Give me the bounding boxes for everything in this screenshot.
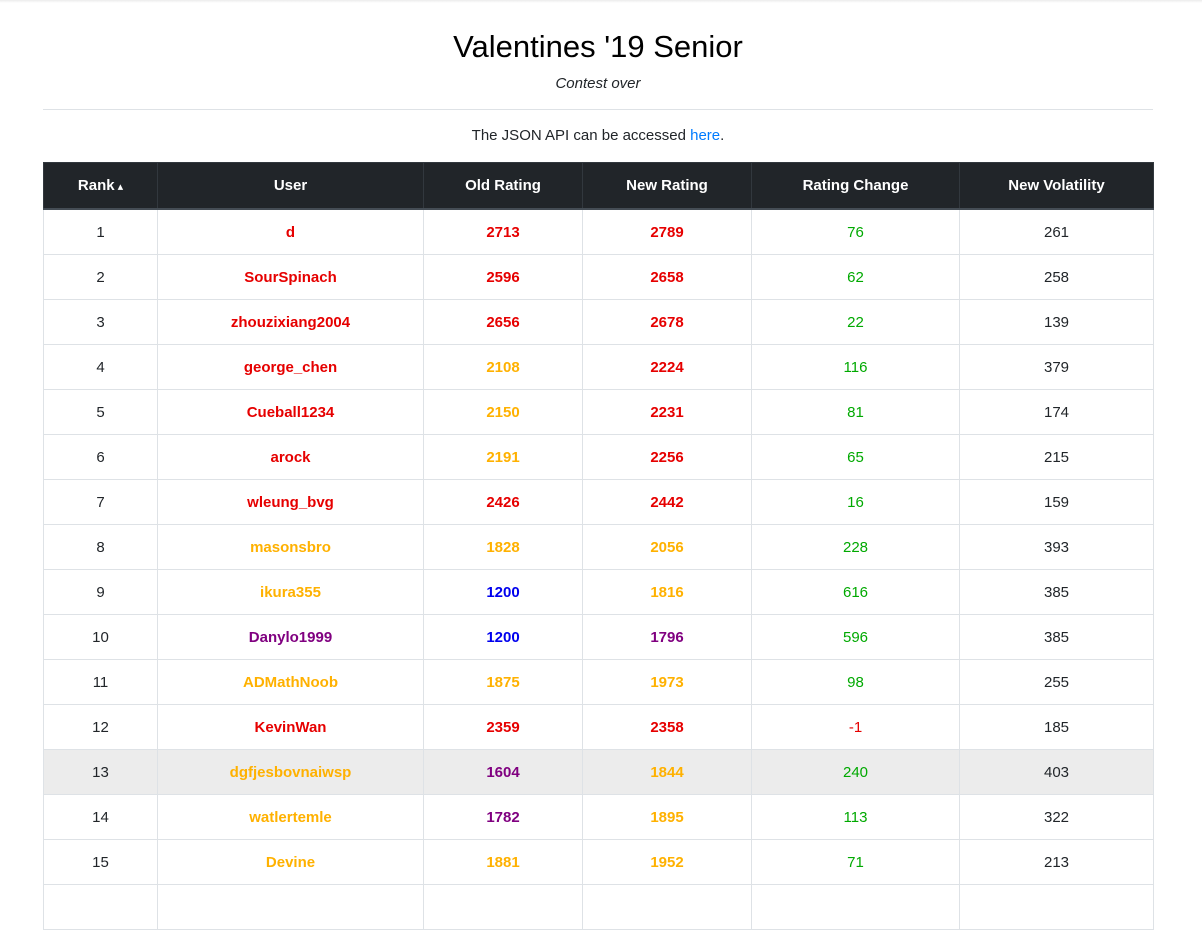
volatility-cell: 213: [960, 840, 1154, 885]
new-rating-cell: 2678: [583, 300, 752, 345]
new-rating-cell: 2231: [583, 390, 752, 435]
new-rating-cell: 1844: [583, 750, 752, 795]
volatility-cell: [960, 885, 1154, 930]
new-rating-cell: 1895: [583, 795, 752, 840]
new-rating-cell: 2658: [583, 255, 752, 300]
rank-cell: 3: [44, 300, 158, 345]
volatility-cell: 159: [960, 480, 1154, 525]
rank-cell: 15: [44, 840, 158, 885]
rating-change-cell: 16: [752, 480, 960, 525]
table-row: [44, 435, 1154, 480]
rank-cell: 6: [44, 435, 158, 480]
rating-change-cell: -1: [752, 705, 960, 750]
old-rating-cell: 2713: [424, 209, 583, 255]
volatility-cell: 258: [960, 255, 1154, 300]
rating-change-cell: 240: [752, 750, 960, 795]
new-rating-cell: 2442: [583, 480, 752, 525]
divider: [43, 109, 1153, 110]
old-rating-cell: 1604: [424, 750, 583, 795]
rating-change-cell: 65: [752, 435, 960, 480]
rating-change-cell: 81: [752, 390, 960, 435]
table-body: [44, 209, 1154, 930]
api-note-suffix: .: [720, 127, 725, 144]
table-row: [44, 705, 1154, 750]
main-container: [43, 0, 1153, 930]
rankings-table: [43, 162, 1154, 930]
table-header: [44, 163, 1154, 210]
user-link[interactable]: Danylo1999: [158, 615, 424, 660]
api-note: [43, 126, 1153, 146]
volatility-cell: 385: [960, 615, 1154, 660]
rank-cell: 10: [44, 615, 158, 660]
table-row: [44, 885, 1154, 930]
table-row: [44, 525, 1154, 570]
rank-cell: 11: [44, 660, 158, 705]
old-rating-cell: 1200: [424, 615, 583, 660]
page-title: Valentines '19 Senior: [453, 29, 743, 64]
volatility-cell: 185: [960, 705, 1154, 750]
table-row: [44, 255, 1154, 300]
old-rating-cell: 2426: [424, 480, 583, 525]
column-header-new-volatility[interactable]: New Volatility: [960, 163, 1154, 210]
old-rating-cell: 2150: [424, 390, 583, 435]
column-header-rank[interactable]: [44, 163, 158, 210]
rating-change-cell: 616: [752, 570, 960, 615]
new-rating-cell: 1796: [583, 615, 752, 660]
user-link[interactable]: KevinWan: [158, 705, 424, 750]
rating-change-cell: [752, 885, 960, 930]
api-link[interactable]: here: [690, 127, 721, 144]
volatility-cell: 379: [960, 345, 1154, 390]
old-rating-cell: 1881: [424, 840, 583, 885]
rank-cell: 12: [44, 705, 158, 750]
table-row: [44, 840, 1154, 885]
rating-change-cell: 98: [752, 660, 960, 705]
volatility-cell: 255: [960, 660, 1154, 705]
old-rating-cell: 1200: [424, 570, 583, 615]
rating-change-cell: 76: [752, 209, 960, 255]
user-link[interactable]: george_chen: [158, 345, 424, 390]
rank-cell: 4: [44, 345, 158, 390]
volatility-cell: 322: [960, 795, 1154, 840]
table-row: [44, 615, 1154, 660]
header-row: [44, 163, 1154, 210]
user-link[interactable]: ikura355: [158, 570, 424, 615]
user-link[interactable]: Devine: [158, 840, 424, 885]
user-link[interactable]: SourSpinach: [158, 255, 424, 300]
volatility-cell: 393: [960, 525, 1154, 570]
column-header-new-rating[interactable]: New Rating: [583, 163, 752, 210]
user-link[interactable]: masonsbro: [158, 525, 424, 570]
volatility-cell: 139: [960, 300, 1154, 345]
old-rating-cell: 1875: [424, 660, 583, 705]
rating-change-cell: 62: [752, 255, 960, 300]
new-rating-cell: 2224: [583, 345, 752, 390]
sort-ascending-icon: ▴: [117, 181, 124, 193]
old-rating-cell: 2191: [424, 435, 583, 480]
column-header-user[interactable]: User: [158, 163, 424, 210]
rank-cell: 8: [44, 525, 158, 570]
rating-change-cell: 71: [752, 840, 960, 885]
rank-cell: 7: [44, 480, 158, 525]
old-rating-cell: 1782: [424, 795, 583, 840]
volatility-cell: 174: [960, 390, 1154, 435]
rating-change-cell: 596: [752, 615, 960, 660]
rank-header-label: Rank: [77, 177, 115, 194]
volatility-cell: 215: [960, 435, 1154, 480]
rank-cell: 9: [44, 570, 158, 615]
column-header-rating-change[interactable]: Rating Change: [752, 163, 960, 210]
old-rating-cell: 2596: [424, 255, 583, 300]
rating-change-cell: 113: [752, 795, 960, 840]
new-rating-cell: 2256: [583, 435, 752, 480]
contest-status: Contest over: [555, 75, 641, 92]
user-link[interactable]: arock: [158, 435, 424, 480]
user-link[interactable]: watlertemle: [158, 795, 424, 840]
rank-cell: 13: [44, 750, 158, 795]
table-row: [44, 300, 1154, 345]
old-rating-cell: 2108: [424, 345, 583, 390]
rating-change-cell: 22: [752, 300, 960, 345]
user-link[interactable]: zhouzixiang2004: [158, 300, 424, 345]
new-rating-cell: 2789: [583, 209, 752, 255]
table-row: [44, 480, 1154, 525]
rating-change-cell: 116: [752, 345, 960, 390]
new-rating-cell: 2056: [583, 525, 752, 570]
user-link[interactable]: ADMathNoob: [158, 660, 424, 705]
old-rating-cell: 1828: [424, 525, 583, 570]
api-note-prefix: The JSON API can be accessed: [471, 127, 691, 144]
rank-cell: 5: [44, 390, 158, 435]
user-link[interactable]: d: [158, 209, 424, 255]
old-rating-cell: [424, 885, 583, 930]
rating-change-cell: 228: [752, 525, 960, 570]
rank-cell: 1: [44, 209, 158, 255]
new-rating-cell: 1952: [583, 840, 752, 885]
table-row: [44, 660, 1154, 705]
user-link[interactable]: Cueball1234: [158, 390, 424, 435]
new-rating-cell: [583, 885, 752, 930]
volatility-cell: 385: [960, 570, 1154, 615]
new-rating-cell: 1973: [583, 660, 752, 705]
table-row: [44, 795, 1154, 840]
table-row: [44, 345, 1154, 390]
rank-cell: 2: [44, 255, 158, 300]
table-row: [44, 750, 1154, 795]
user-link[interactable]: [158, 885, 424, 930]
user-link[interactable]: dgfjesbovnaiwsp: [158, 750, 424, 795]
rank-cell: [44, 885, 158, 930]
table-row: [44, 390, 1154, 435]
rank-cell: 14: [44, 795, 158, 840]
old-rating-cell: 2656: [424, 300, 583, 345]
old-rating-cell: 2359: [424, 705, 583, 750]
table-row: [44, 570, 1154, 615]
user-link[interactable]: wleung_bvg: [158, 480, 424, 525]
table-row: [44, 209, 1154, 255]
new-rating-cell: 2358: [583, 705, 752, 750]
volatility-cell: 261: [960, 209, 1154, 255]
volatility-cell: 403: [960, 750, 1154, 795]
new-rating-cell: 1816: [583, 570, 752, 615]
column-header-old-rating[interactable]: Old Rating: [424, 163, 583, 210]
